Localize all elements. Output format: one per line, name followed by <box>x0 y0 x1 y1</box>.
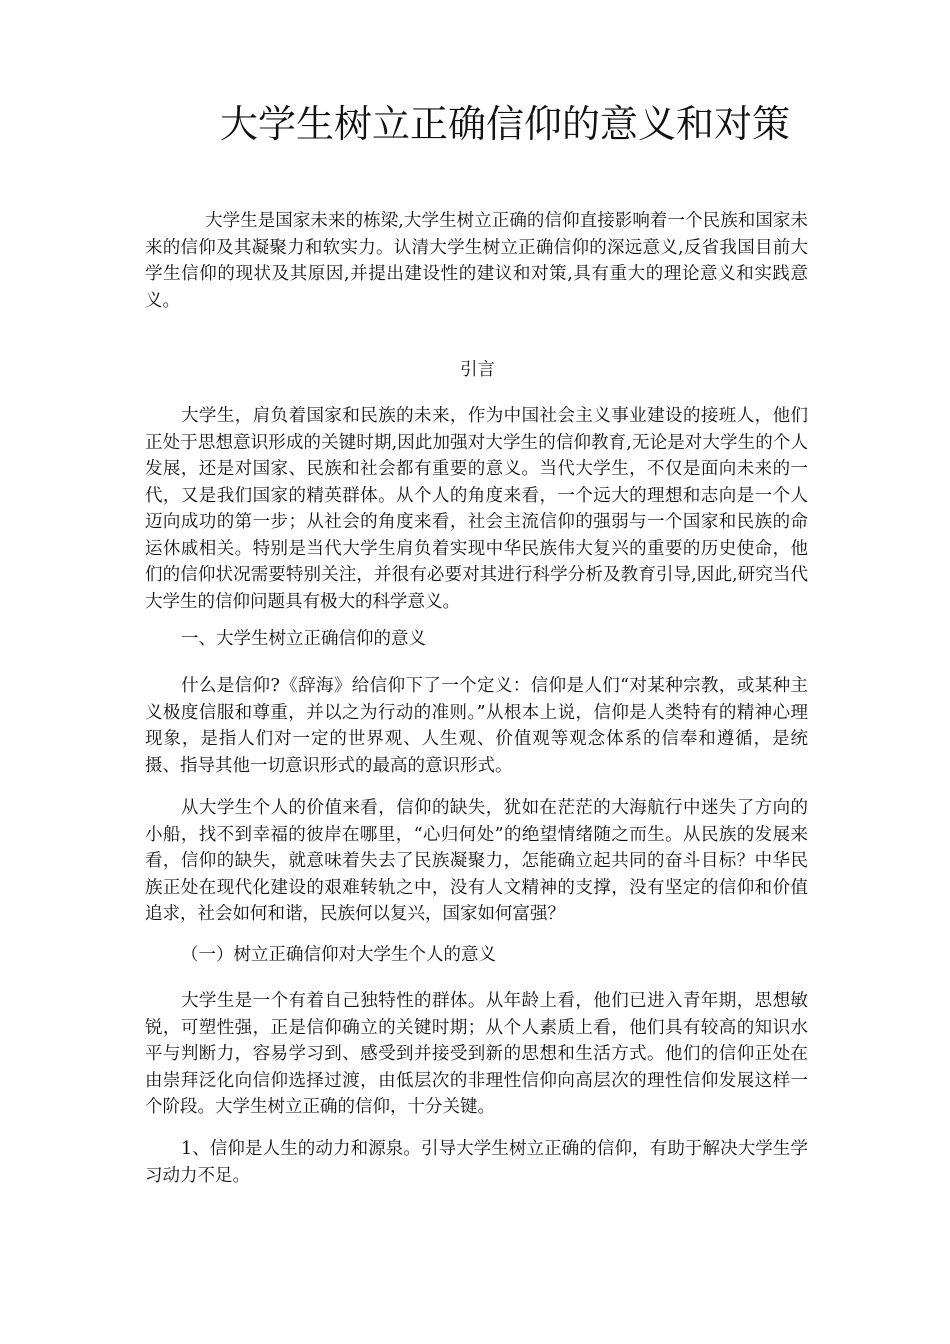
subsection-1-heading: （一）树立正确信仰对大学生个人的意义 <box>181 945 496 965</box>
point-1-paragraph: 1、信仰是人生的动力和源泉。引导大学生树立正确的信仰，有助于解决大学生学习动力不足。 <box>145 1139 808 1186</box>
section-1-heading: 一、大学生树立正确信仰的意义 <box>181 629 426 649</box>
intro-heading: 引言 <box>460 360 495 380</box>
document-title: 大学生树立正确信仰的意义和对策 <box>219 102 790 146</box>
abstract-paragraph: 大学生是国家未来的栋梁,大学生树立正确的信仰直接影响着一个民族和国家未来的信仰及其凝聚力和软实力。认清大学生树立正确信仰的深远意义,反省我国目前大学生信仰的现状及其原因,并提出建设性的建议和对策,具有重大的理论意义和实践意义。 <box>145 211 808 311</box>
section-1-paragraph-1: 什么是信仰?《辞海》给信仰下了一个定义：信仰是人们“对某种宗教，或某种主义极度信服和尊重，并以之为行动的准则。”从根本上说，信仰是人类特有的精神心理现象，是指人们对一定的世界观、人生观、价值观等观念体系的信奉和遵循，是统摄、指导其他一切意识形式的最高的意识形式。 <box>145 676 808 776</box>
subsection-1-paragraph: 大学生是一个有着自己独特性的群体。从年龄上看，他们已进入青年期，思想敏锐，可塑性强，正是信仰确立的关键时期；从个人素质上看，他们具有较高的知识水平与判断力，容易学习到、感受到并接受到新的思想和生活方式。他们的信仰正处在由崇拜泛化向信仰选择过渡，由低层次的非理性信仰向高层次的理性信仰发展这样一个阶段。大学生树立正确的信仰，十分关键。 <box>145 991 808 1117</box>
intro-paragraph: 大学生，肩负着国家和民族的未来，作为中国社会主义事业建设的接班人，他们正处于思想意识形成的关键时期,因此加强对大学生的信仰教育,无论是对大学生的个人发展，还是对国家、民族和社会都有重要的意义。当代大学生，不仅是面向未来的一代，又是我们国家的精英群体。从个人的角度来看，一个远大的理想和志向是一个人迈向成功的第一步；从社会的角度来看，社会主流信仰的强弱与一个国家和民族的命运休戚相关。特别是当代大学生肩负着实现中华民族伟大复兴的重要的历史使命，他们的信仰状况需要特别关注，并很有必要对其进行科学分析及教育引导,因此,研究当代大学生的信仰问题具有极大的科学意义。 <box>145 406 808 612</box>
section-1-paragraph-2: 从大学生个人的价值来看，信仰的缺失，犹如在茫茫的大海航行中迷失了方向的小船，找不到幸福的彼岸在哪里，“心归何处”的绝望情绪随之而生。从民族的发展来看，信仰的缺失，就意味着失去了民族凝聚力，怎能确立起共同的奋斗目标？中华民族正处在现代化建设的艰难转轨之中，没有人文精神的支撑，没有坚定的信仰和价值追求，社会如何和谐，民族何以复兴，国家如何富强？ <box>145 798 808 924</box>
